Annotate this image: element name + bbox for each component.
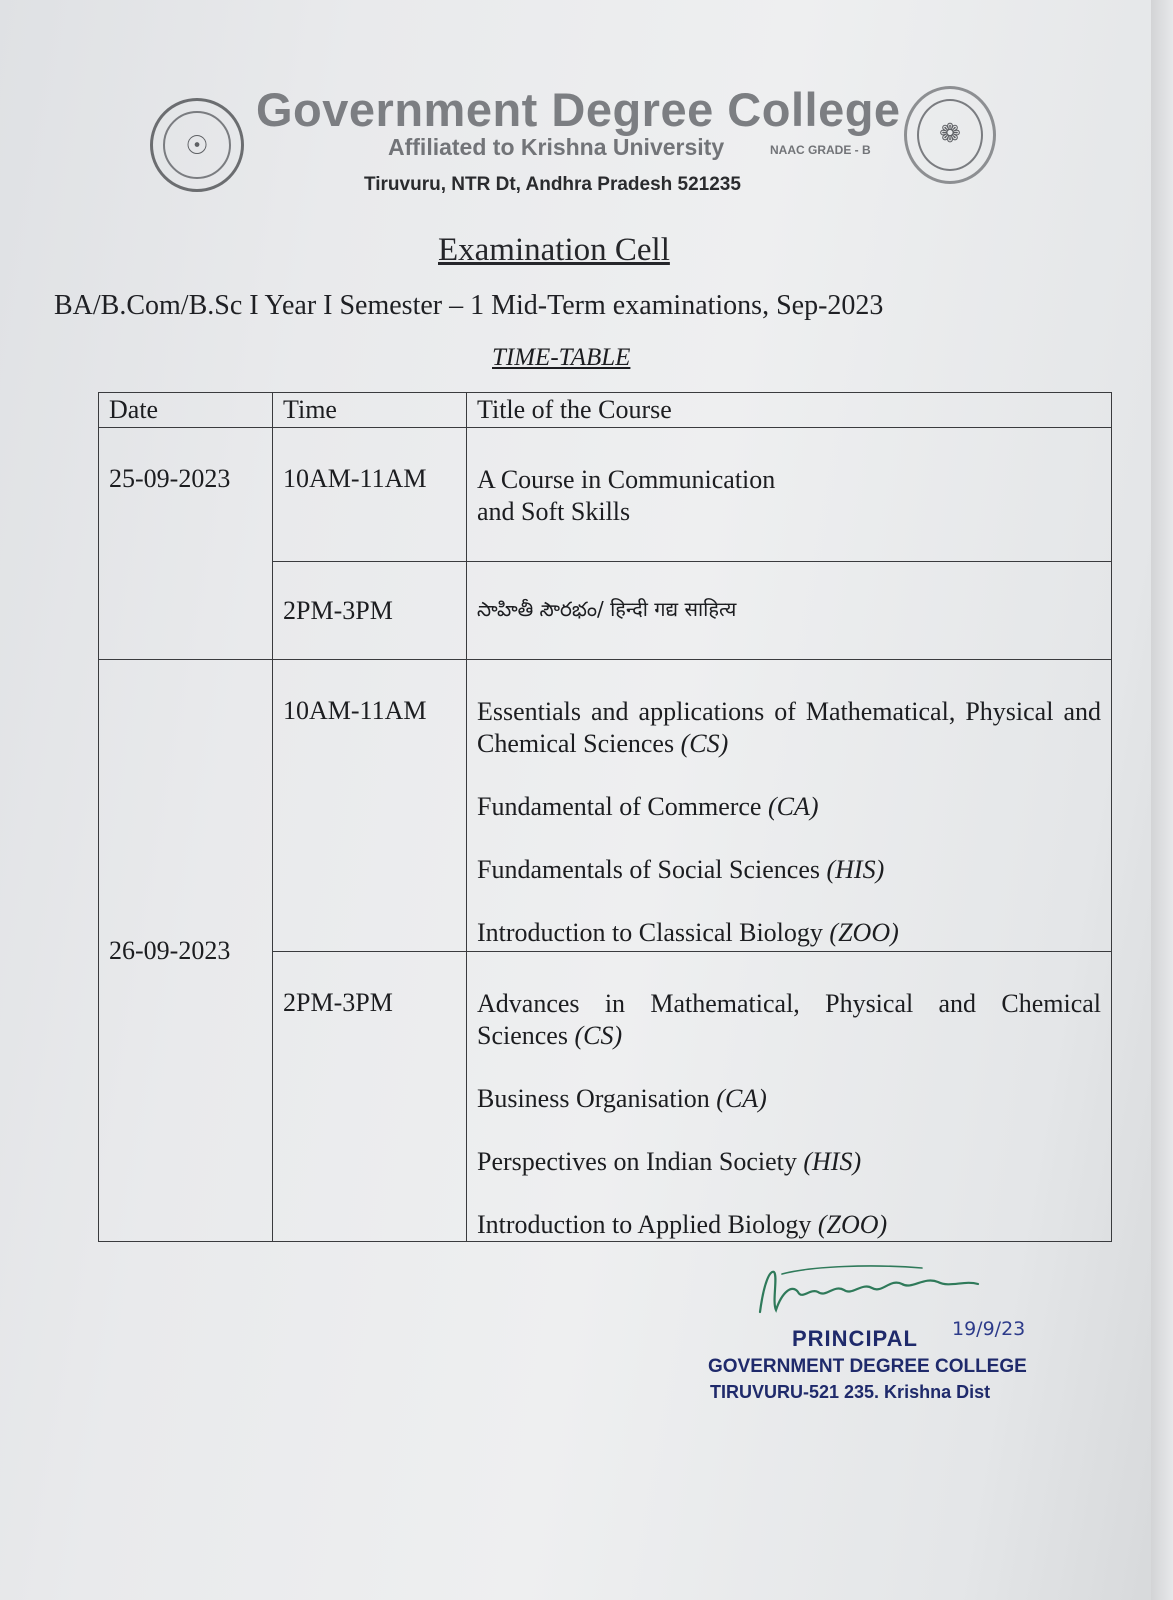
stamp-college: GOVERNMENT DEGREE COLLEGE — [708, 1356, 1027, 1377]
date-cell — [99, 660, 273, 1242]
date-value: 25-09-2023 — [109, 464, 231, 493]
header-date: Date — [99, 393, 273, 428]
cell-title: Examination Cell — [438, 232, 670, 268]
table-row — [99, 428, 1112, 562]
paper-edge — [1151, 0, 1173, 1600]
college-emblem-icon: ☉ — [150, 98, 244, 192]
signature-date: 19/9/23 — [952, 1318, 1026, 1340]
course-entry: Fundamentals of Social Sciences (HIS) — [477, 855, 885, 884]
course-cell — [467, 428, 1112, 562]
college-name: Government Degree College — [256, 83, 901, 136]
course-cell — [467, 952, 1112, 1242]
course-entry: Essentials and applications of Mathematical, Physical and Chemical Sciences (CS) — [477, 697, 1101, 758]
header-course: Title of the Course — [467, 393, 1112, 428]
course-title-line: and Soft Skills — [477, 497, 631, 526]
course-entry: Perspectives on Indian Society (HIS) — [477, 1147, 862, 1176]
course-title-line: A Course in Communication — [477, 465, 776, 494]
affiliation: Affiliated to Krishna University — [388, 134, 725, 160]
course-entry: Fundamental of Commerce (CA) — [477, 792, 819, 821]
time-cell — [273, 428, 467, 562]
time-value: 10AM-11AM — [283, 696, 427, 725]
signature-icon — [752, 1262, 1002, 1322]
time-cell — [273, 952, 467, 1242]
course-cell — [467, 562, 1112, 660]
timetable-title: TIME-TABLE — [492, 344, 631, 371]
time-value: 2PM-3PM — [283, 595, 393, 625]
date-value: 26-09-2023 — [109, 935, 231, 965]
table-row — [99, 660, 1112, 952]
time-cell — [273, 562, 467, 660]
timetable — [98, 392, 1112, 1242]
course-entry: Introduction to Classical Biology (ZOO) — [477, 918, 899, 947]
language-course-title: సాహితీ సౌరభం/ हिन्दी गद्य साहित्य — [477, 597, 737, 621]
course-cell — [467, 660, 1112, 952]
date-cell — [99, 428, 273, 660]
header-time: Time — [273, 393, 467, 428]
naac-grade: NAAC GRADE - B — [770, 143, 871, 157]
state-emblem-icon: ❁ — [904, 86, 996, 184]
time-value: 2PM-3PM — [283, 988, 393, 1017]
table-header-row — [99, 393, 1112, 428]
college-address: Tiruvuru, NTR Dt, Andhra Pradesh 521235 — [364, 174, 741, 195]
course-entry: Advances in Mathematical, Physical and Chemical Sciences (CS) — [477, 989, 1101, 1050]
signature-title: PRINCIPAL — [792, 1326, 918, 1351]
course-entry: Business Organisation (CA) — [477, 1084, 767, 1113]
time-value: 10AM-11AM — [283, 464, 427, 493]
time-cell — [273, 660, 467, 952]
stamp-place: TIRUVURU-521 235. Krishna Dist — [710, 1382, 991, 1402]
exam-title: BA/B.Com/B.Sc I Year I Semester – 1 Mid-Term examinations, Sep-2023 — [54, 290, 884, 321]
course-entry: Introduction to Applied Biology (ZOO) — [477, 1210, 888, 1239]
